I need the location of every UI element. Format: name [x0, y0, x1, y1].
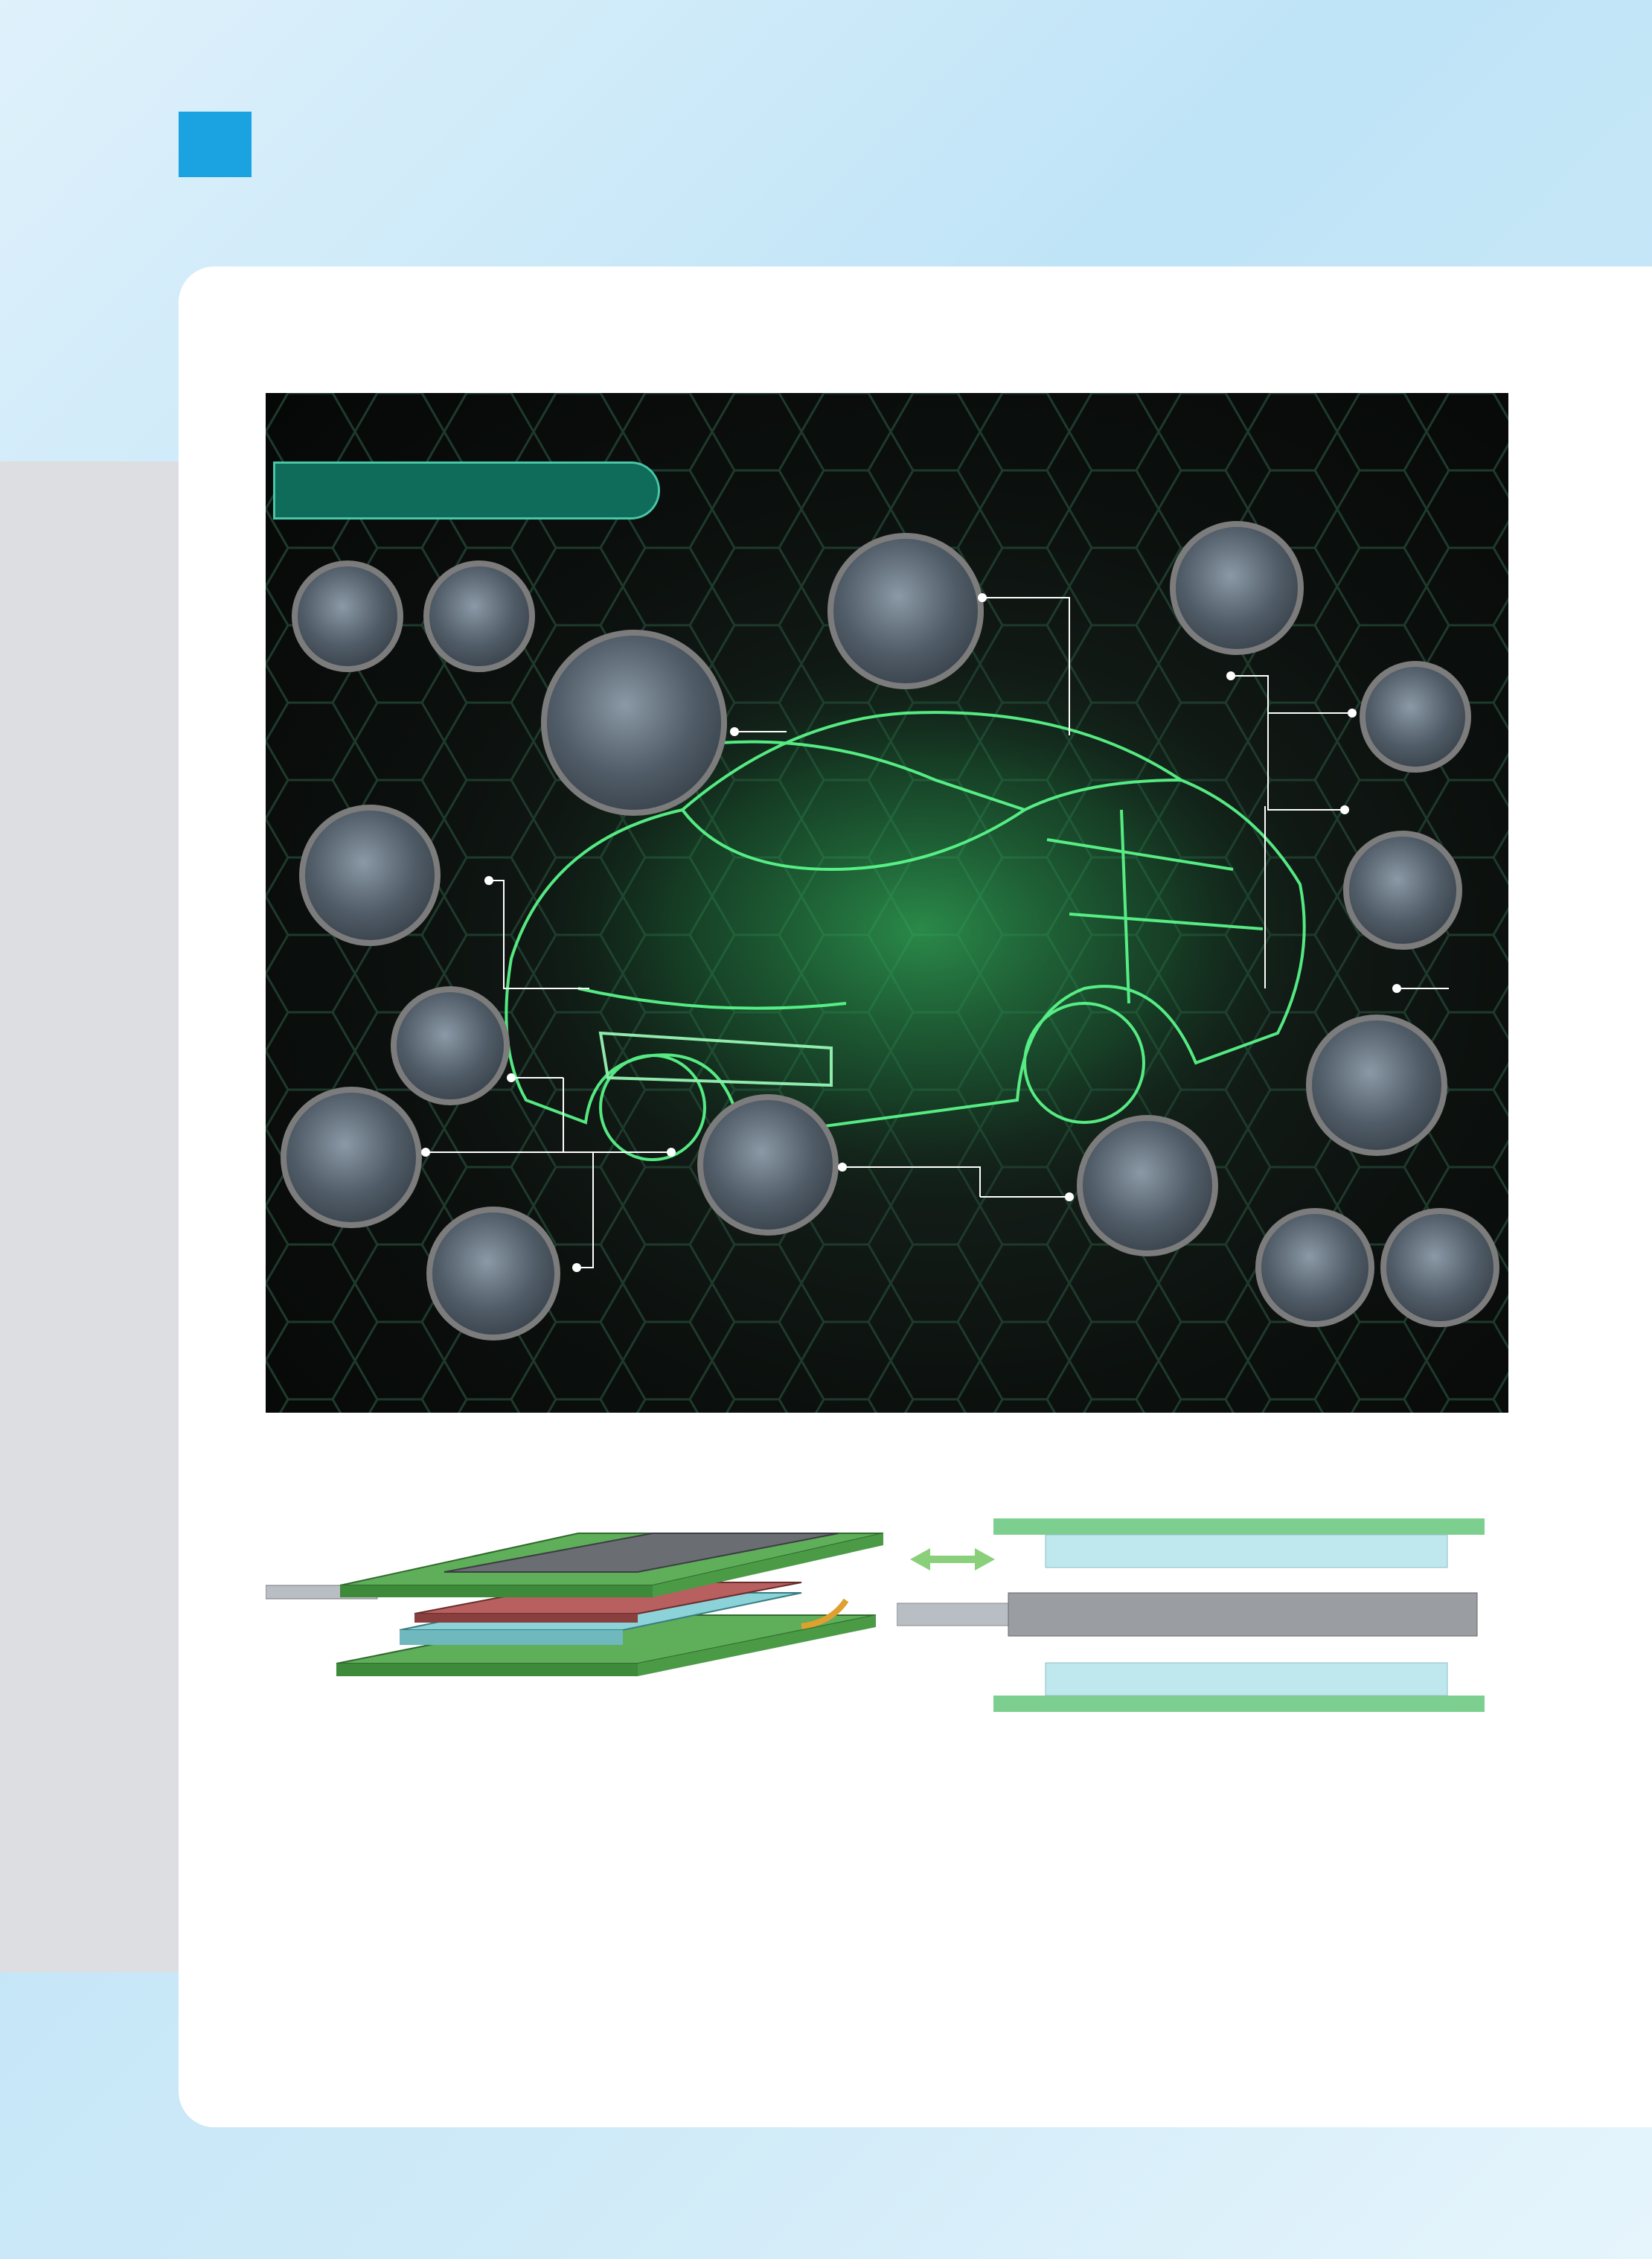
figure-2-image — [266, 393, 1508, 1413]
connector-lines — [266, 393, 1508, 1413]
page-number — [179, 112, 252, 177]
magnet-structure-diagram — [897, 1511, 1522, 1719]
side-strip — [0, 461, 179, 1972]
actuator-isometric-drawing — [266, 1511, 891, 1719]
